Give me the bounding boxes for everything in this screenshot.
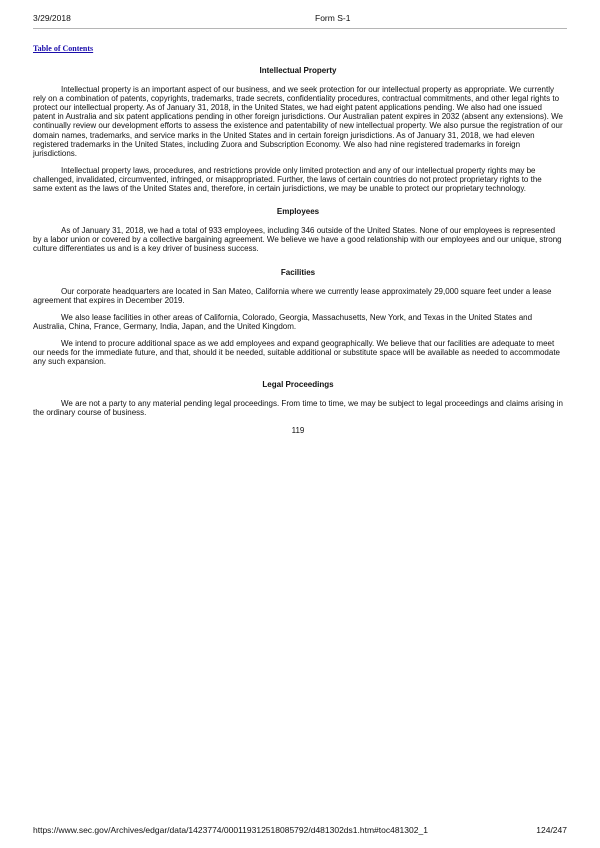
paragraph: As of January 31, 2018, we had a total of 933 employees, including 346 outside of the United States. None of our employees is represented by a labor union or covered by a collective bargaining agreement. We believe we have a good relationship with our employees and our unique, strong culture differentiates us and is a key driver of business success. [33,226,562,254]
print-header [33,13,567,25]
section-legal-proceedings [33,380,563,417]
section-heading: Intellectual Property [259,66,337,75]
print-url: https://www.sec.gov/Archives/edgar/data/1423774/000119312518085792/d481302ds1.htm#toc481302_1 [33,825,428,835]
header-divider [33,28,567,29]
section-facilities [33,268,563,367]
paragraph: We intend to procure additional space as we add employees and expand geographically. We believe that our facilities are adequate to meet our needs for the immediate future, and that, should it be needed, suitable additional or substitute space will be available as needed to accommodate any such expansion. [33,338,560,367]
section-intellectual-property [33,66,563,193]
section-heading: Employees [276,207,320,217]
print-page-count: 124/247 [536,825,567,835]
section-employees [33,207,563,253]
print-form-title: Form S-1 [315,13,351,23]
document-body [33,66,563,435]
print-footer [33,825,567,837]
section-heading: Legal Proceedings [262,380,334,390]
paragraph: Intellectual property laws, procedures, and restrictions provide only limited protection and any of our intellectual property rights may be challenged, invalidated, circumvented, infringed, or misappropriated. Further, the laws of certain countries do not protect proprietary rights to the same extent as the laws of the United States and, therefore, in certain jurisdictions, we may be unable to protect our proprietary technology. [33,165,542,194]
page-number: 119 [291,425,305,435]
paragraph: We also lease facilities in other areas of California, Colorado, Georgia, Massachusetts, New York, and Texas in the United States and Australia, China, France, Germany, India, Japan, and the United Kingdom. [33,312,533,331]
paragraph: We are not a party to any material pending legal proceedings. From time to time, we may be subject to legal proceedings and claims arising in the ordinary course of business. [33,399,563,418]
paragraph: Our corporate headquarters are located in San Mateo, California where we currently lease approximately 29,000 square feet under a lease agreement that expires in December 2019. [33,286,552,305]
paragraph: Intellectual property is an important aspect of our business, and we seek protection for our intellectual property as appropriate. We currently rely on a combination of patents, copyrights, trademarks, trade secrets, confidentiality procedures, contractual commitments, and other legal rights to protect our intellectual property. As of January 31, 2018, in the United States, we had eight patent applications pending. We also had one issued patent in Australia and six patent applications pending in other foreign jurisdictions. Our Australian patent expires in 2032 (absent any extensions). We continually review our development efforts to assess the existence and patentability of new intellectual property. We also pursue the registration of our domain names, trademarks, and service marks in the United States and in certain foreign jurisdictions. As of January 31, 2018, we had eleven registered trademarks in the United States, including Zuora and Subscription Economy. We also had nine registered trademarks in foreign jurisdictions. [33,85,563,158]
table-of-contents-link[interactable]: Table of Contents [33,44,94,53]
print-date: 3/29/2018 [33,13,71,23]
section-heading: Facilities [280,267,316,277]
